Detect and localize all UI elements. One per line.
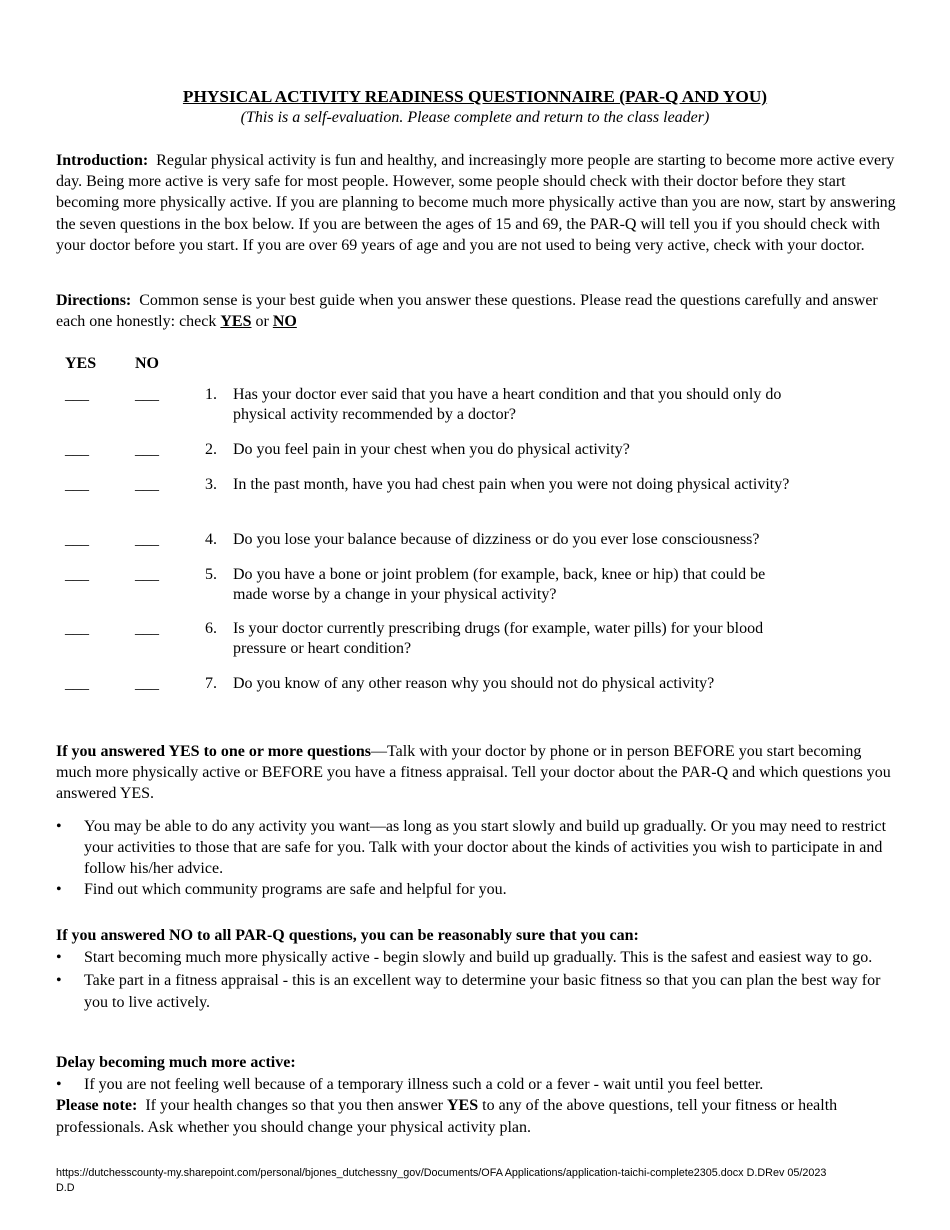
yes-answer-blank[interactable]: ___ <box>65 476 89 493</box>
delay-section <box>56 1052 896 1138</box>
yes-answer-blank[interactable]: ___ <box>65 675 89 692</box>
title-block <box>0 86 950 128</box>
delay-section-heading: Delay becoming much more active: <box>56 1054 296 1071</box>
yes-answer-blank[interactable]: ___ <box>65 531 89 548</box>
question-text: Do you lose your balance because of dizziness or do you ever lose consciousness? <box>233 531 760 548</box>
question-text: Is your doctor currently prescribing drugs (for example, water pills) for your blood pressure or heart condition? <box>233 620 764 657</box>
no-section-bullets <box>56 947 896 1013</box>
no-section-heading: If you answered NO to all PAR-Q questions, you can be reasonably sure that you can: <box>56 927 639 944</box>
document-subtitle: (This is a self-evaluation. Please complete and return to the class leader) <box>240 109 710 126</box>
directions-label: Directions: <box>56 292 132 309</box>
directions-no: NO <box>272 313 297 331</box>
no-answer-blank[interactable]: ___ <box>135 531 159 548</box>
list-item: • Find out which community programs are safe and helpful for you. <box>56 879 896 900</box>
no-column-header: NO <box>135 355 159 372</box>
footer-path: https://dutchesscounty-my.sharepoint.com/personal/bjones_dutchessny_gov/Documents/OFA Applications/application-taichi-complete2305.docx D.DRev 05/2023 <box>56 1167 827 1179</box>
yes-answer-blank[interactable]: ___ <box>65 566 89 583</box>
page-footer <box>56 1166 896 1196</box>
document-title: PHYSICAL ACTIVITY READINESS QUESTIONNAIRE (PAR-Q AND YOU) <box>182 87 768 106</box>
yes-answer-blank[interactable]: ___ <box>65 620 89 637</box>
question-number: 1. <box>205 386 217 403</box>
question-text: Has your doctor ever said that you have a heart condition and that you should only do physical activity recommended by a doctor? <box>233 386 782 423</box>
please-note <box>56 1095 896 1137</box>
question-text: Do you feel pain in your chest when you do physical activity? <box>233 441 630 458</box>
please-note-label: Please note: <box>56 1097 138 1115</box>
question-number: 7. <box>205 675 217 692</box>
no-answer-blank[interactable]: ___ <box>135 620 159 637</box>
question-number: 4. <box>205 531 217 548</box>
delay-section-bullets <box>56 1074 896 1095</box>
introduction-text: Regular physical activity is fun and healthy, and increasingly more people are starting to become more active every day. Being more active is very safe for most people. However, some people should check with their doctor before they start becoming more physically active. If you are planning to become much more physically active than you are now, start by answering the seven questions in the box below. If you are between the ages of 15 and 69, the PAR-Q will tell you if you should check with your doctor before you start. If you are over 69 years of age and you are not used to being very active, check with your doctor. <box>56 152 896 254</box>
question-text: Do you have a bone or joint problem (for example, back, knee or hip) that could be made worse by a change in your physical activity? <box>233 566 766 603</box>
yes-section-intro <box>56 741 896 805</box>
no-section <box>56 925 896 1013</box>
yes-answer-blank[interactable]: ___ <box>65 441 89 458</box>
no-answer-blank[interactable]: ___ <box>135 441 159 458</box>
list-item: • Start becoming much more physically active - begin slowly and build up gradually. This is the safest and easiest way to go. <box>56 947 896 968</box>
yes-column-header: YES <box>65 355 97 372</box>
question-number: 3. <box>205 476 217 493</box>
introduction-paragraph <box>56 150 896 256</box>
question-text: Do you know of any other reason why you should not do physical activity? <box>233 675 715 692</box>
introduction-label: Introduction: <box>56 152 149 169</box>
list-item: • Take part in a fitness appraisal - this is an excellent way to determine your basic fitness so that you can plan the best way for you to live actively. <box>56 970 896 1012</box>
directions-yes: YES <box>220 313 252 331</box>
directions-text: Common sense is your best guide when you answer these questions. Please read the questions carefully and answer each one honestly: check <box>56 292 878 331</box>
question-number: 5. <box>205 566 217 583</box>
directions-or: or <box>255 313 269 331</box>
please-note-text-after: to any of the above questions, tell your fitness or health professionals. Ask whether you should change your physical activity plan. <box>56 1097 838 1136</box>
list-item: • If you are not feeling well because of a temporary illness such a cold or a fever - wait until you feel better. <box>56 1074 896 1095</box>
yes-section-bullets <box>56 816 896 901</box>
question-number: 2. <box>205 441 217 458</box>
directions-paragraph <box>56 290 896 332</box>
list-item: • You may be able to do any activity you want—as long as you start slowly and build up gradually. Or you may need to restrict your activities to those that are safe for you. Talk with your doctor about the kinds of activities you wish to participate in and follow his/her advice. <box>56 816 896 880</box>
no-answer-blank[interactable]: ___ <box>135 476 159 493</box>
question-number: 6. <box>205 620 217 637</box>
footer-initials: D.D <box>56 1182 75 1194</box>
no-answer-blank[interactable]: ___ <box>135 566 159 583</box>
please-note-text-before: If your health changes so that you then answer <box>145 1097 443 1115</box>
yes-answer-blank[interactable]: ___ <box>65 386 89 403</box>
yes-section-text: —Talk with your doctor by phone or in person BEFORE you start becoming much more physically active or BEFORE you have a fitness appraisal. Tell your doctor about the PAR-Q and which questions you answered YES. <box>56 743 891 803</box>
yes-section <box>56 741 896 900</box>
no-answer-blank[interactable]: ___ <box>135 386 159 403</box>
question-text: In the past month, have you had chest pain when you were not doing physical activity? <box>233 476 790 493</box>
no-answer-blank[interactable]: ___ <box>135 675 159 692</box>
please-note-yes: YES <box>447 1097 479 1115</box>
yes-section-heading: If you answered YES to one or more questions <box>56 743 371 760</box>
